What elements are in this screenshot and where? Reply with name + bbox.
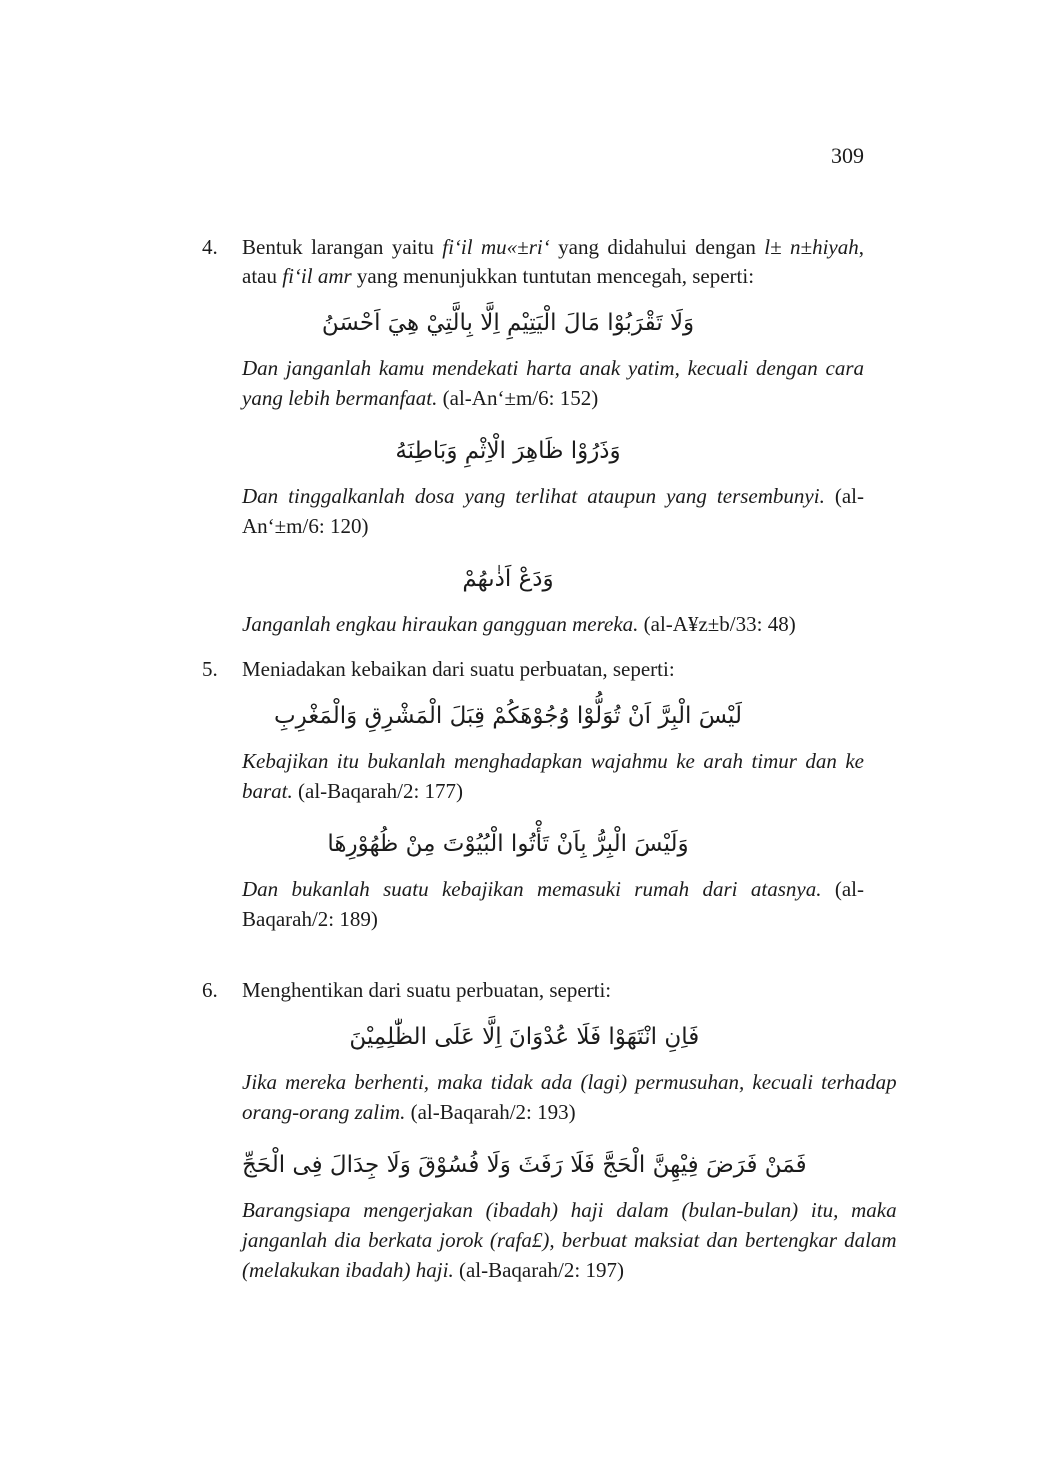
verse-reference: (al-Baqarah/2: 189)	[242, 877, 864, 931]
list-item-5	[202, 655, 864, 946]
verse-reference: (al-Baqarah/2: 177)	[298, 779, 464, 803]
verse-translation	[242, 481, 864, 541]
verse-reference: (al-An‘±m/6: 152)	[442, 386, 599, 410]
verse-reference: (al-Baqarah/2: 193)	[410, 1100, 576, 1124]
verse-block	[242, 1139, 897, 1285]
arabic-verse: وَذَرُوْا ظَاهِرَ الْاِثْمِ وَبَاطِنَهُ	[395, 438, 621, 464]
verse-translation	[242, 746, 864, 806]
verse-block	[242, 425, 864, 541]
item-5-heading: Meniadakan kebaikan dari suatu perbuatan, seperti:	[242, 657, 675, 681]
list-item-6	[202, 976, 897, 1297]
translation-text: Dan bukanlah suatu kebajikan memasuki rumah dari atasnya.	[242, 877, 822, 901]
heading-segment: Bentuk larangan yaitu	[242, 235, 443, 259]
item-5-body	[242, 684, 864, 946]
item-4-number: 4.	[202, 235, 218, 259]
arabic-verse: لَيْسَ الْبِرَّ اَنْ تُوَلُّوْا وُجُوْهَكُمْ قِبَلَ الْمَشْرِقِ وَالْمَغْرِبِ	[273, 703, 742, 729]
item-6-heading: Menghentikan dari suatu perbuatan, seperti:	[242, 978, 612, 1002]
verse-block	[242, 818, 864, 934]
arabic-verse: فَمَنْ فَرَضَ فِيْهِنَّ الْحَجَّ فَلَا رَفَثَ وَلَا فُسُوْقَ وَلَا جِدَالَ فِى الْحَجِّ	[242, 1152, 807, 1178]
verse-translation	[242, 353, 864, 413]
heading-segment: , atau	[242, 235, 864, 288]
verse-block	[242, 690, 864, 806]
arabic-verse: وَلَيْسَ الْبِرُّ بِاَنْ تَأْتُوا الْبُيُوْتَ مِنْ ظُهُوْرِهَا	[327, 831, 689, 857]
verse-reference: (al-Baqarah/2: 197)	[458, 1258, 624, 1282]
translation-text: Barangsiapa mengerjakan (ibadah) haji dalam (bulan-bulan) itu, maka janganlah dia berkata jorok (rafa£), berbuat maksiat dan bertengkar dalam (melakukan ibadah) haji.	[242, 1198, 897, 1282]
verse-block	[242, 553, 864, 639]
list-item-4	[202, 233, 864, 651]
translation-text: Jika mereka berhenti, maka tidak ada (lagi) permusuhan, kecuali terhadap orang-orang zalim.	[242, 1070, 897, 1124]
item-4-heading	[242, 233, 864, 291]
verse-translation	[242, 1067, 897, 1127]
arabic-verse: وَلَا تَقْرَبُوْا مَالَ الْيَتِيْمِ اِلَّا بِالَّتِيْ هِيَ اَحْسَنُ	[321, 310, 695, 336]
item-4-body	[242, 291, 864, 651]
item-5-number: 5.	[202, 657, 218, 681]
verse-reference: (al-An‘±m/6: 120)	[242, 484, 865, 538]
translation-text: Janganlah engkau hiraukan gangguan mereka.	[242, 612, 639, 636]
verse-translation	[242, 1195, 897, 1285]
arabic-verse: فَاِنِ انْتَهَوْا فَلَا عُدْوَانَ اِلَّا عَلَى الظّٰلِمِيْنَ	[349, 1024, 700, 1050]
verse-translation	[242, 609, 864, 639]
heading-segment-italic: fi‘il mu«±ri‘	[442, 235, 550, 259]
arabic-verse: وَدَعْ اَذٰىهُمْ	[462, 566, 554, 592]
translation-text: Kebajikan itu bukanlah menghadapkan wajahmu ke arah timur dan ke barat.	[242, 749, 864, 803]
heading-segment-italic: fi‘il amr	[282, 264, 352, 288]
page-number: 309	[831, 143, 864, 168]
translation-text: Dan tinggalkanlah dosa yang terlihat ataupun yang tersembunyi.	[242, 484, 825, 508]
item-6-body	[242, 1005, 897, 1297]
translation-text: Dan janganlah kamu mendekati harta anak yatim, kecuali dengan cara yang lebih bermanfaat.	[242, 356, 864, 410]
heading-segment: yang didahului dengan	[549, 235, 765, 259]
verse-reference: (al-A¥z±b/33: 48)	[643, 612, 796, 636]
verse-translation	[242, 874, 864, 934]
heading-segment-italic: l± n±hiyah	[764, 235, 859, 259]
verse-block	[242, 297, 864, 413]
item-6-number: 6.	[202, 978, 218, 1002]
verse-block	[242, 1011, 897, 1127]
heading-segment: yang menunjukkan tuntutan mencegah, seperti:	[351, 264, 755, 288]
